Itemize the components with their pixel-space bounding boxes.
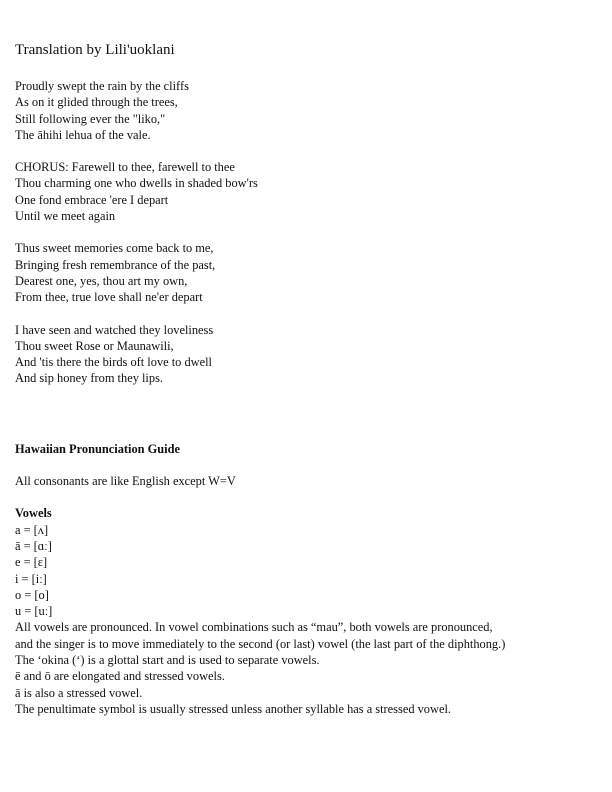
- vowel-item: o = [o]: [15, 587, 49, 602]
- stanza-chorus: [15, 159, 600, 224]
- stanza-line: Still following ever the "liko,": [15, 111, 166, 126]
- pronunciation-notes: [15, 619, 600, 717]
- stanza-line: Dearest one, yes, thou art my own,: [15, 273, 188, 288]
- note-line: The ʻokina (ʻ) is a glottal start and is used to separate vowels.: [15, 653, 320, 668]
- stanza-line: And sip honey from they lips.: [15, 371, 163, 386]
- note-line: ā is also a stressed vowel.: [15, 685, 143, 700]
- stanza-line: And 'tis there the birds oft love to dwell: [15, 355, 213, 370]
- note-line: and the singer is to move immediately to the second (or last) vowel (the last part of the diphthong.): [15, 636, 506, 651]
- note-line: All vowels are pronounced. In vowel combinations such as “mau”, both vowels are pronounced,: [15, 620, 493, 635]
- vowel-item: ā = [ɑː]: [15, 538, 52, 553]
- stanza-4: [15, 322, 600, 387]
- stanza-line: Thou sweet Rose or Maunawili,: [15, 338, 174, 353]
- stanza-line: One fond embrace 'ere I depart: [15, 192, 169, 207]
- stanza-line: I have seen and watched they loveliness: [15, 322, 214, 337]
- note-line: ē and ō are elongated and stressed vowels.: [15, 669, 225, 684]
- vowel-item: e = [ɛ]: [15, 555, 48, 570]
- vowel-item: u = [uː]: [15, 604, 53, 619]
- note-line: The penultimate symbol is usually stressed unless another syllable has a stressed vowel.: [15, 701, 451, 716]
- stanza-line: Thus sweet memories come back to me,: [15, 241, 214, 256]
- stanza-3: [15, 240, 600, 305]
- vowel-list: [15, 522, 600, 620]
- page-title: Translation by Lili'uoklani: [15, 42, 175, 58]
- consonants-note: All consonants are like English except W=V: [15, 474, 236, 489]
- stanza-line: CHORUS: Farewell to thee, farewell to thee: [15, 160, 235, 175]
- stanza-line: Bringing fresh remembrance of the past,: [15, 257, 216, 272]
- vowels-heading: Vowels: [15, 506, 52, 521]
- section-spacer: [15, 403, 600, 441]
- stanza-line: Proudly swept the rain by the cliffs: [15, 79, 189, 93]
- stanza-line: Thou charming one who dwells in shaded bow'rs: [15, 176, 258, 191]
- guide-heading: Hawaiian Pronunciation Guide: [15, 441, 181, 456]
- document-page: [15, 40, 600, 717]
- stanza-line: As on it glided through the trees,: [15, 95, 178, 110]
- stanza-1: [15, 78, 600, 143]
- stanza-line: From thee, true love shall ne'er depart: [15, 290, 203, 305]
- stanza-line: The āhihi lehua of the vale.: [15, 127, 151, 142]
- stanza-line: Until we meet again: [15, 209, 116, 224]
- vowel-item: a = [ʌ]: [15, 522, 49, 537]
- vowel-item: i = [iː]: [15, 571, 47, 586]
